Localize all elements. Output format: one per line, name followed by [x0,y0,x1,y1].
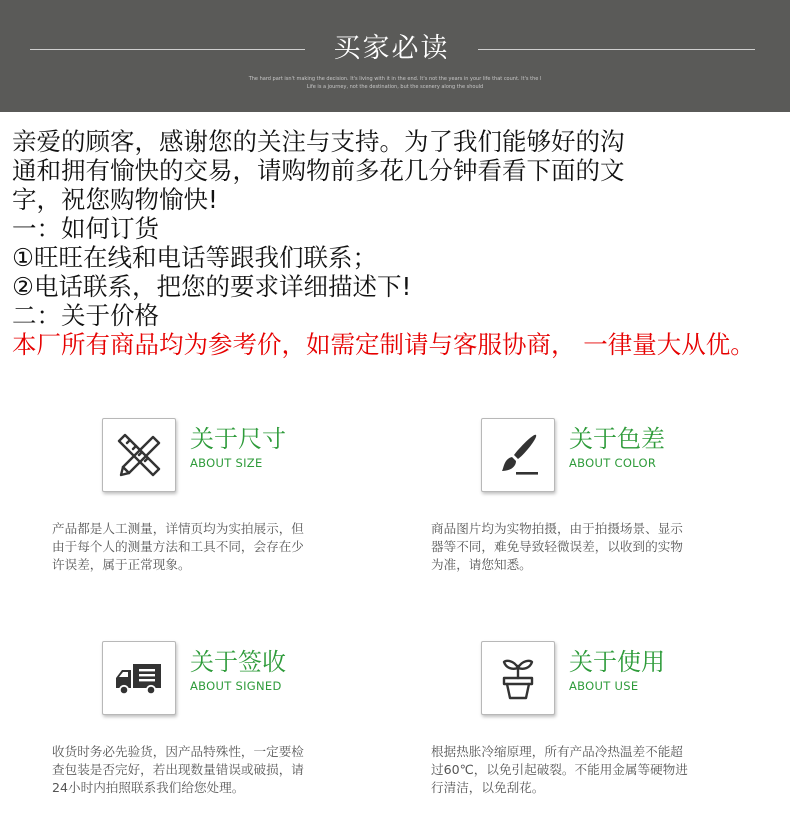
card-description [431,520,741,574]
card-description-line: 收货时务必先验货，因产品特殊性，一定要检 [52,744,304,759]
intro-text [12,127,782,359]
icon-frame [481,641,555,715]
card-description [52,520,362,574]
card-subtitle: ABOUT USE [569,679,639,693]
card-description-line: 器等不同，难免导致轻微误差，以收到的实物 [431,539,683,554]
card-description-line: 24小时内拍照联系我们给您处理。 [52,780,245,795]
section-heading-ordering: 一：如何订货 [12,214,159,243]
icon-frame [102,418,176,492]
card-description-line: 根据热胀冷缩原理，所有产品冷热温差不能超 [431,744,683,759]
banner-divider-left [30,49,305,50]
section-heading-price: 二：关于价格 [12,301,159,330]
card-about-use [431,641,790,801]
banner-subtitle-line2: Life is a journey, not the destination, but the scenery along the should [306,84,484,90]
banner-subtitle-line1: The hard part isn't making the decision. It's living with it in the end. It's not the years in your life that count. It's the l [248,76,542,82]
card-description-line: 许误差，属于正常现象。 [52,557,191,572]
card-about-color [431,418,790,578]
icon-frame [102,641,176,715]
intro-line: ①旺旺在线和电话等跟我们联系； [12,243,377,272]
card-subtitle: ABOUT SIZE [190,456,263,470]
card-description-line: 行清洁，以免刮花。 [431,780,545,795]
header-banner [0,0,790,112]
card-about-size [52,418,442,578]
card-subtitle: ABOUT SIGNED [190,679,282,693]
card-about-signed [52,641,442,801]
card-description-line: 商品图片均为实物拍摄，由于拍摄场景、显示 [431,521,683,536]
card-description [431,743,741,797]
card-description-line: 查包装是否完好，若出现数量错误或破损，请 [52,762,304,777]
card-title: 关于尺寸 [190,425,286,453]
card-title: 关于使用 [569,648,665,676]
card-description-line: 由于每个人的测量方法和工具不同，会存在少 [52,539,304,554]
delivery-truck-icon [113,652,165,704]
card-description-line: 过60℃，以免引起破裂。不能用金属等硬物进 [431,762,688,777]
banner-divider-right [478,49,755,50]
page-title: 买家必读 [333,33,450,64]
card-description-line: 产品都是人工测量，详情页均为实拍展示，但 [52,521,304,536]
icon-frame [481,418,555,492]
card-title: 关于色差 [569,425,665,453]
card-subtitle: ABOUT COLOR [569,456,657,470]
intro-line: 通和拥有愉快的交易，请购物前多花几分钟看看下面的文 [12,156,625,185]
ruler-pencil-icon [113,429,165,481]
intro-line: 亲爱的顾客，感谢您的关注与支持。为了我们能够好的沟 [12,127,625,156]
card-description-line: 为准，请您知悉。 [431,557,532,572]
intro-line: 字，祝您购物愉快! [12,185,218,214]
paintbrush-icon [492,429,544,481]
intro-line: ②电话联系，把您的要求详细描述下! [12,272,412,301]
price-notice: 本厂所有商品均为参考价，如需定制请与客服协商， 一律量大从优。 [12,330,755,359]
card-description [52,743,362,797]
card-title: 关于签收 [190,648,286,676]
potted-plant-icon [492,652,544,704]
